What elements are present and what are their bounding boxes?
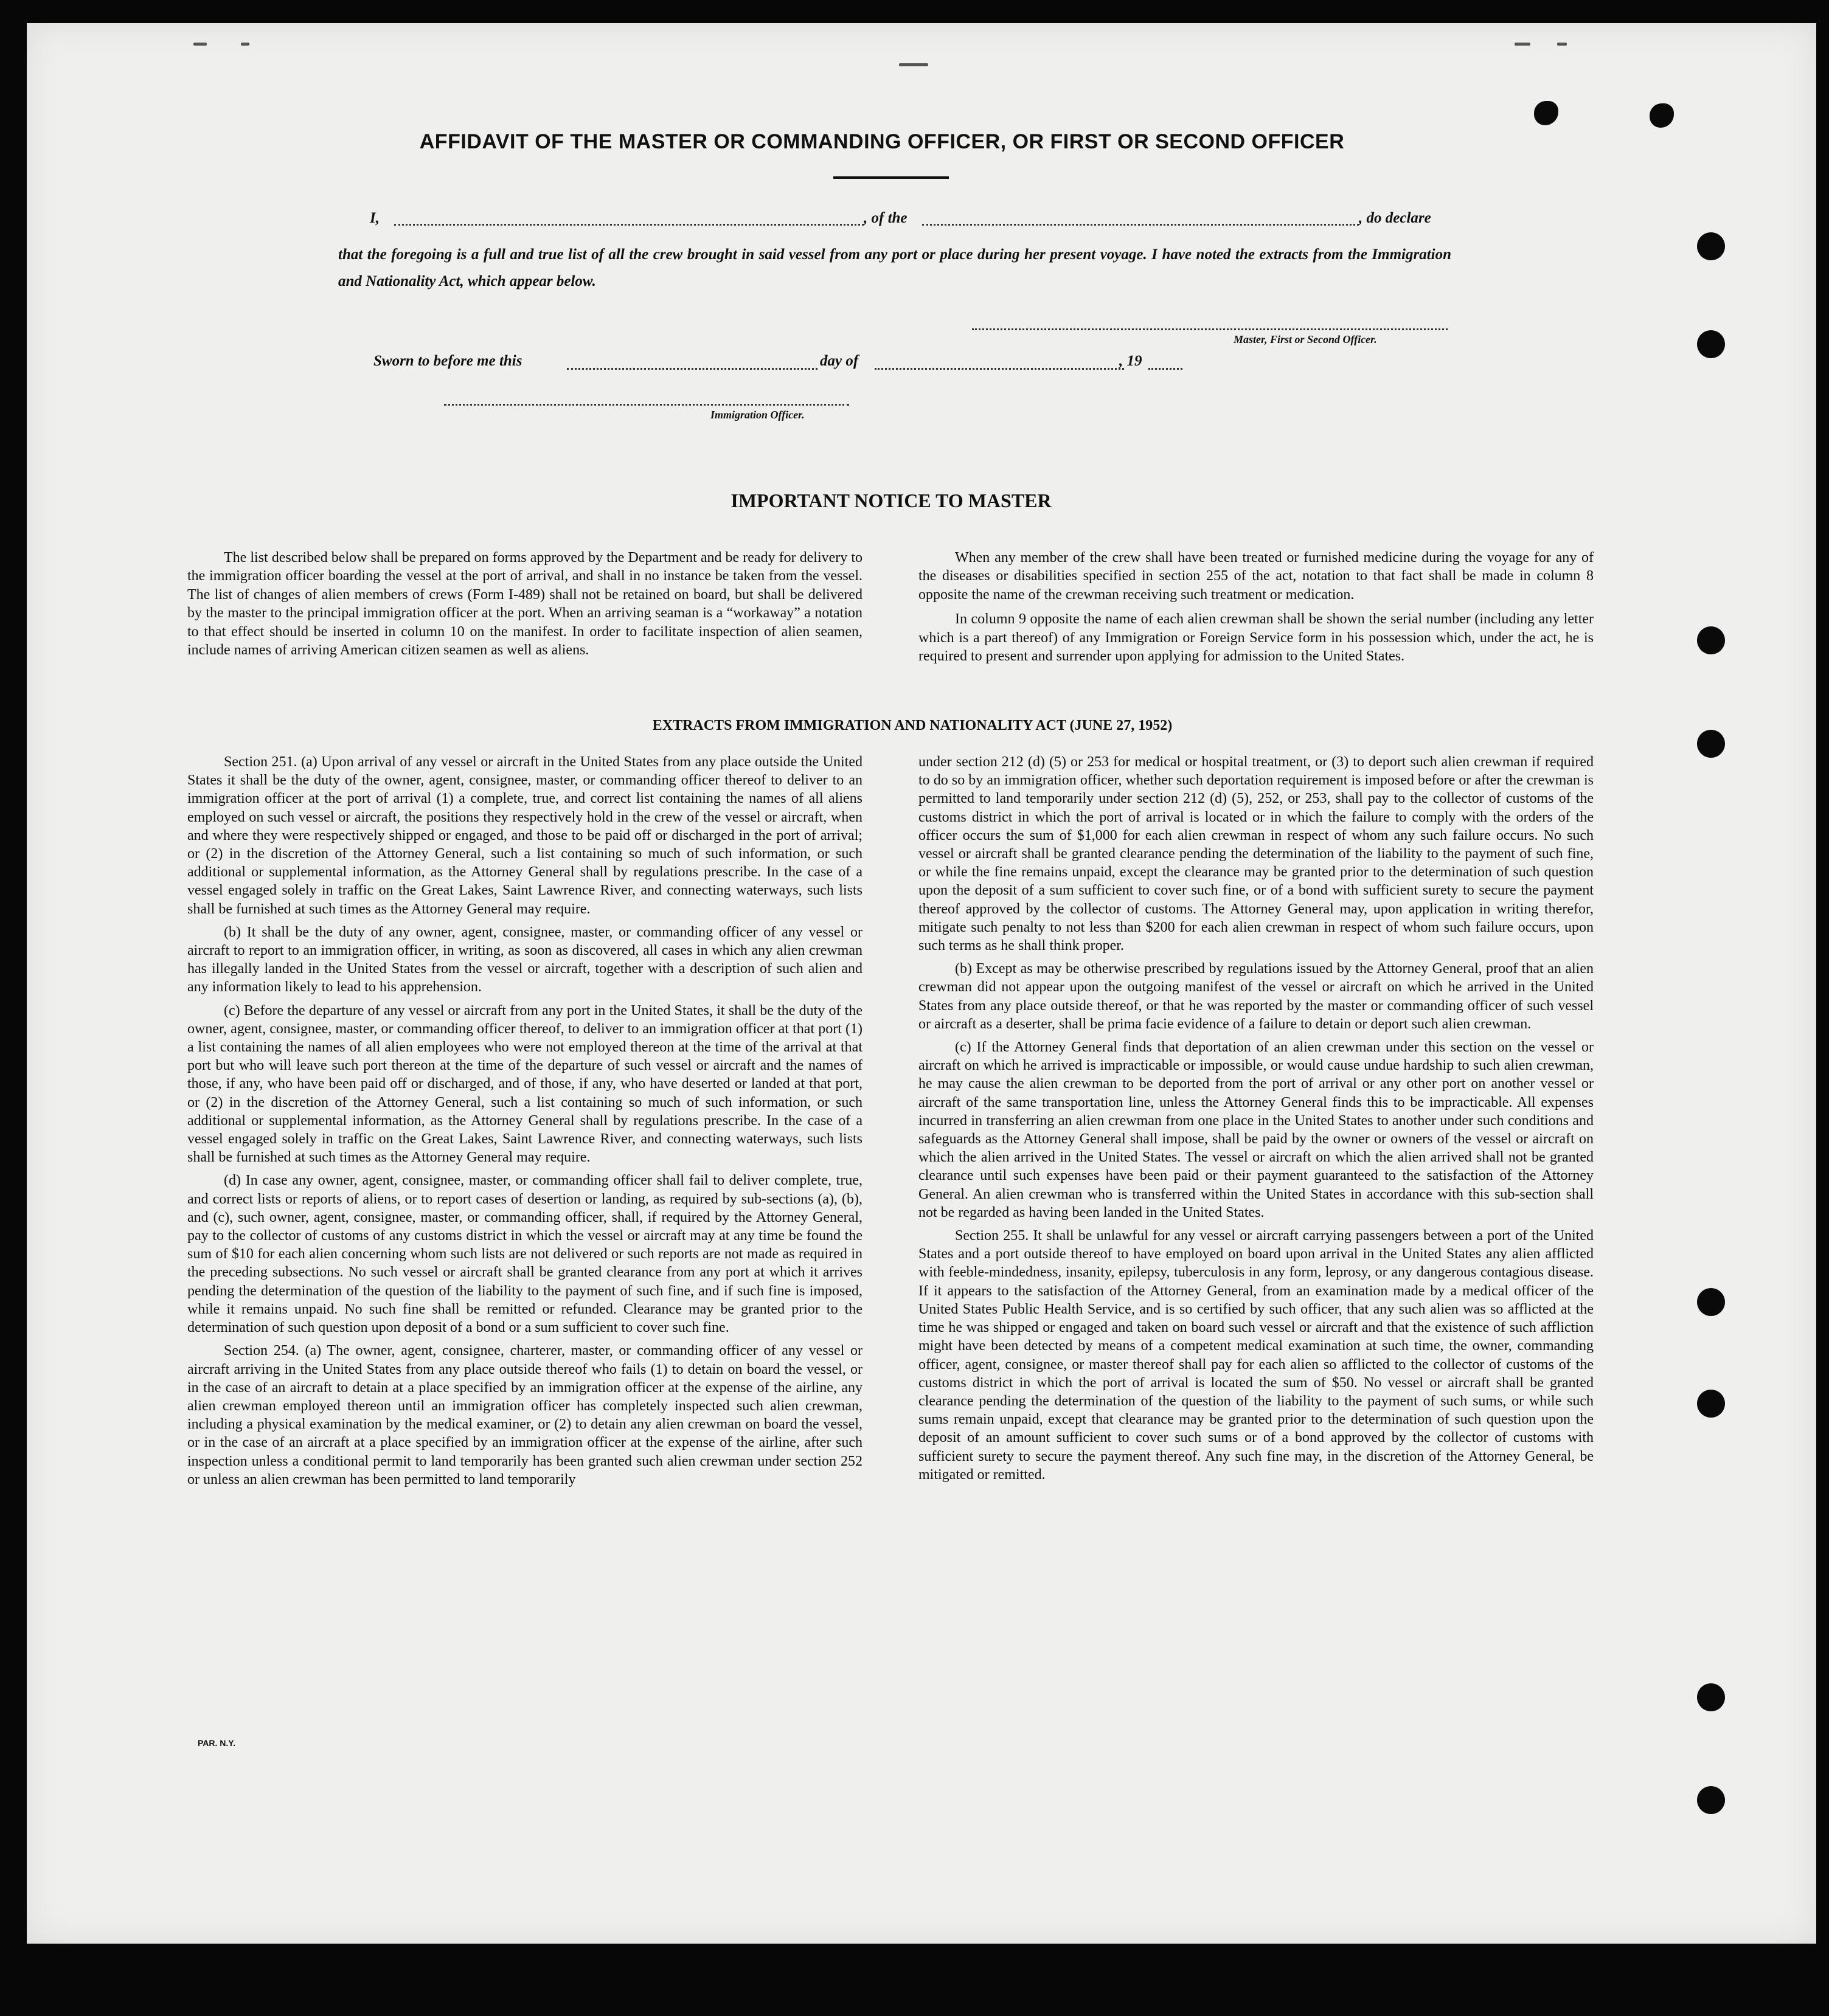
- punch-hole: [1697, 1786, 1725, 1814]
- title-rule: [833, 176, 949, 179]
- extracts-left-column: [187, 753, 862, 1489]
- section-254-a-continued: under section 212 (d) (5) or 253 for medical or hospital treatment, or (3) to deport such alien crewman if required to do so by an immigration officer, whether such deportation requirement is imposed before or after the crewman is permitted to land temporarily under section 212 (d) (5), 252, or 253, shall pay to the collector of customs of the customs district in which the port of arrival is located or in which the failure to comply with the orders of the officer occurs the sum of $1,000 for each alien crewman in respect of whom any such failure occurs. No such vessel or aircraft shall be granted clearance pending the determination of the liability to the payment of such fine, or while the fine remains unpaid, except the clearance may be granted prior to the determination of such question upon the deposit of a sum sufficient to cover such fine, or of a bond with sufficient surety to secure the payment thereof approved by the collector of customs. The Attorney General may, upon application in writing therefor, mitigate such penalty to not less than $200 for each alien crewman in respect of whom such failure occurs, upon such terms as he shall think proper.: [918, 754, 1594, 954]
- notice-right-paragraph-2: In column 9 opposite the name of each alien crewman shall be shown the serial number (including any letter which is a part thereof) of any Immigration or Foreign Service form in his possession which, under the act, he is required to present and surrender upon applying for admission to the United States.: [918, 611, 1594, 665]
- punch-hole: [1697, 1390, 1725, 1418]
- extracts-title: EXTRACTS FROM IMMIGRATION AND NATIONALITY ACT (JUNE 27, 1952): [652, 718, 1173, 733]
- scan-speck: [193, 43, 207, 46]
- section-254-a: Section 254. (a) The owner, agent, consignee, charterer, master, or commanding officer of any vessel or aircraft arriving in the United States from any place outside thereof who fails (1) to detain on board the vessel, or in the case of an aircraft to detain at a place specified by an immigration officer at the expense of the airline, any alien crewman employed thereon until an immigration officer has completely inspected such alien crewman, including a physical examination by the medical examiner, or (2) to detain any alien crewman on board the vessel, or in the case of an aircraft at a place specified by an immigration officer at the expense of the airline, after such inspection unless a conditional permit to land temporarily has been granted such alien crewman under section 252 or unless an alien crewman has been permitted to land temporarily: [187, 1343, 862, 1488]
- punch-hole: [1697, 330, 1725, 358]
- section-255: Section 255. It shall be unlawful for any vessel or aircraft carrying passengers between a port of the United States and a port outside thereof to have employed on board upon arrival in the United States any alien afflicted with feeble-mindedness, insanity, epilepsy, tuberculosis in any form, leprosy, or any dangerous contagious disease. If it appears to the satisfaction of the Attorney General, from an examination made by a medical officer of the United States Public Health Service, and is so certified by such officer, that any such alien was so afflicted at the time he was shipped or engaged and taken on board such vessel or aircraft and that the existence of such affliction might have been detected by means of a competent medical examination at such time, the owner, commanding officer, agent, consignee, or master thereof shall pay for each alien so afflicted to the collector of customs of the customs district in which the port of arrival is located the sum of $50. No vessel or aircraft shall be granted clearance pending the determination of the question of the liability to the payment of such sums, or while such sums remain unpaid, except that clearance may be granted prior to the determination of such question upon the deposit of an amount sufficient to cover such sums or of a bond approved by the collector of customs with sufficient surety to secure the payment thereof. Any such fine may, in the discretion of the Attorney General, be mitigated or remitted.: [918, 1228, 1594, 1483]
- printer-mark: PAR. N.Y.: [198, 1738, 235, 1748]
- section-251-b: (b) It shall be the duty of any owner, agent, consignee, master, or commanding officer of any vessel or aircraft to report to an immigration officer, in writing, as soon as discovered, all cases in which any alien crewman has illegally landed in the United States from the vessel or aircraft, together with a description of such alien and any information likely to lead to his apprehension.: [187, 924, 862, 996]
- master-signature-field[interactable]: [972, 328, 1448, 330]
- officer-signature-label: Immigration Officer.: [710, 409, 805, 421]
- punch-hole: [1697, 1288, 1725, 1316]
- vessel-name-field[interactable]: [922, 224, 1359, 226]
- punch-hole: [1697, 232, 1725, 260]
- scan-speck: [1557, 43, 1567, 46]
- scan-speck: [241, 43, 249, 46]
- punch-hole: [1697, 730, 1725, 758]
- year-prefix-label: , 19: [1119, 353, 1142, 369]
- notice-right-paragraph-1: When any member of the crew shall have been treated or furnished medicine during the voyage for any of the diseases or disabilities specified in section 255 of the act, notation to that fact shall be made in column 8 opposite the name of the crewman receiving such treatment or medication.: [918, 550, 1594, 603]
- day-of-label: day of: [820, 353, 859, 369]
- officer-signature-field[interactable]: [444, 404, 849, 406]
- notice-left-column: [187, 549, 862, 659]
- sworn-month-field[interactable]: [875, 368, 1124, 370]
- section-254-b: (b) Except as may be otherwise prescribed by regulations issued by the Attorney General, proof that an alien crewman did not appear upon the outgoing manifest of the vessel or aircraft on which he arrived in the United States from any place outside thereof, or that he was reported by the master or commanding officer of such vessel or aircraft as a deserter, shall be prima facie evidence of a failure to detain or deport such alien crewman.: [918, 961, 1594, 1032]
- extracts-right-column: [918, 753, 1594, 1484]
- section-254-c: (c) If the Attorney General finds that deportation of an alien crewman under this section on the vessel or aircraft on which he arrived is impracticable or impossible, or would cause undue hardship to such alien crewman, he may cause the alien crewman to be deported from the port of arrival or any other port on another vessel or aircraft of the same transportation line, unless the Attorney General finds this to be impracticable. All expenses incurred in transferring an alien crewman from one place in the United States to another under such conditions and safeguards as the Attorney General shall impose, shall be paid by the owner or owners of the vessel or aircraft on which the alien arrived in the United States. The vessel or aircraft on which the alien arrived shall not be granted clearance until such expenses have been paid or their payment guaranteed to the satisfaction of the Attorney General. An alien crewman who is transferred within the United States in accordance with this sub-section shall not be regarded as having been landed in the United States.: [918, 1039, 1594, 1221]
- affidavit-title: AFFIDAVIT OF THE MASTER OR COMMANDING OFFICER, OR FIRST OR SECOND OFFICER: [419, 130, 1345, 153]
- punch-hole: [1697, 1683, 1725, 1711]
- declarant-name-field[interactable]: [394, 224, 864, 226]
- notice-left-paragraph: The list described below shall be prepared on forms approved by the Department and be ready for delivery to the immigration officer boarding the vessel at the port of arrival, and shall in no instance be taken from the vessel. The list of changes of alien members of crews (Form I-489) shall not be retained on board, but shall be delivered by the master to the principal immigration officer at the port. When an arriving seaman is a “workaway” a notation to that effect should be inserted in column 10 on the manifest. In order to facilitate inspection of alien seamen, include names of arriving American citizen seamen as well as aliens.: [187, 550, 862, 659]
- section-251-d: (d) In case any owner, agent, consignee, master, or commanding officer shall fail to deliver complete, true, and correct lists or reports of aliens, or to report cases of desertion or landing, as required by sub-sections (a), (b), and (c), such owner, agent, consignee, master, or commanding officer, shall, if required by the Attorney General, pay to the collector of customs of any customs district in which the vessel or aircraft may at any time be found the sum of $10 for each alien concerning whom such lists are not delivered or such reports are not made as required in the preceding subsections. No such vessel or aircraft shall be granted clearance from any port at which it arrives pending the determination of the question of the liability to the payment of such fine, and if such fine is imposed, while it remains unpaid. No such fine shall be remitted or refunded. Clearance may be granted prior to the determination of such question upon deposit of a bond or a sum sufficient to cover such fine.: [187, 1173, 862, 1336]
- scan-speck: [899, 63, 928, 66]
- affidavit-declare-label: , do declare: [1359, 210, 1431, 226]
- affidavit-i-label: I,: [370, 210, 380, 226]
- master-signature-label: Master, First or Second Officer.: [1234, 333, 1377, 345]
- sworn-year-field[interactable]: [1148, 368, 1182, 370]
- section-251-a: Section 251. (a) Upon arrival of any vessel or aircraft in the United States from any place outside the United States it shall be the duty of the owner, agent, consignee, master, or commanding officer thereof to deliver to an immigration officer at the port of arrival (1) a complete, true, and correct list containing the names of all aliens employed on such vessel or aircraft, the positions they respectively hold in the crew of the vessel or aircraft, when and where they were respectively shipped or engaged, and those to be paid off or discharged in the port of arrival; or (2) in the discretion of the Attorney General, such a list containing so much of such information, or such additional or supplemental information, as the Attorney General shall by regulations prescribe. In the case of a vessel engaged solely in traffic on the Great Lakes, Saint Lawrence River, and connecting waterways, such lists shall be furnished at such times as the Attorney General may require.: [187, 754, 862, 917]
- notice-title: IMPORTANT NOTICE TO MASTER: [731, 490, 1052, 511]
- sworn-day-field[interactable]: [567, 368, 817, 370]
- sworn-label: Sworn to before me this: [373, 353, 522, 369]
- section-251-c: (c) Before the departure of any vessel or aircraft from any port in the United States, it shall be the duty of the owner, agent, consignee, master, or commanding officer thereof, to deliver to an immigration officer at that port (1) a list containing the names of all alien employees who were not employed thereon at the time of the arrival at that port but who will leave such port thereon at the time of the departure of such vessel or aircraft and the names of those, if any, who have been paid off or discharged, and of those, if any, who have deserted or landed at that port, or (2) in the discretion of the Attorney General, such a list containing so much of such information, or such additional or supplemental information, as the Attorney General shall by regulations prescribe. In the case of a vessel engaged solely in traffic on the Great Lakes, Saint Lawrence River, and connecting waterways, such lists shall be furnished at such times as the Attorney General may require.: [187, 1002, 862, 1166]
- affidavit-of-the-label: , of the: [864, 210, 908, 226]
- scan-speck: [1515, 43, 1530, 46]
- notice-right-column: [918, 549, 1594, 665]
- punch-hole: [1697, 626, 1725, 654]
- affidavit-statement: that the foregoing is a full and true list of all the crew brought in said vessel from any port or place during her present voyage. I have noted the extracts from the Immigration and Nationality Act, which appear below.: [338, 246, 1451, 289]
